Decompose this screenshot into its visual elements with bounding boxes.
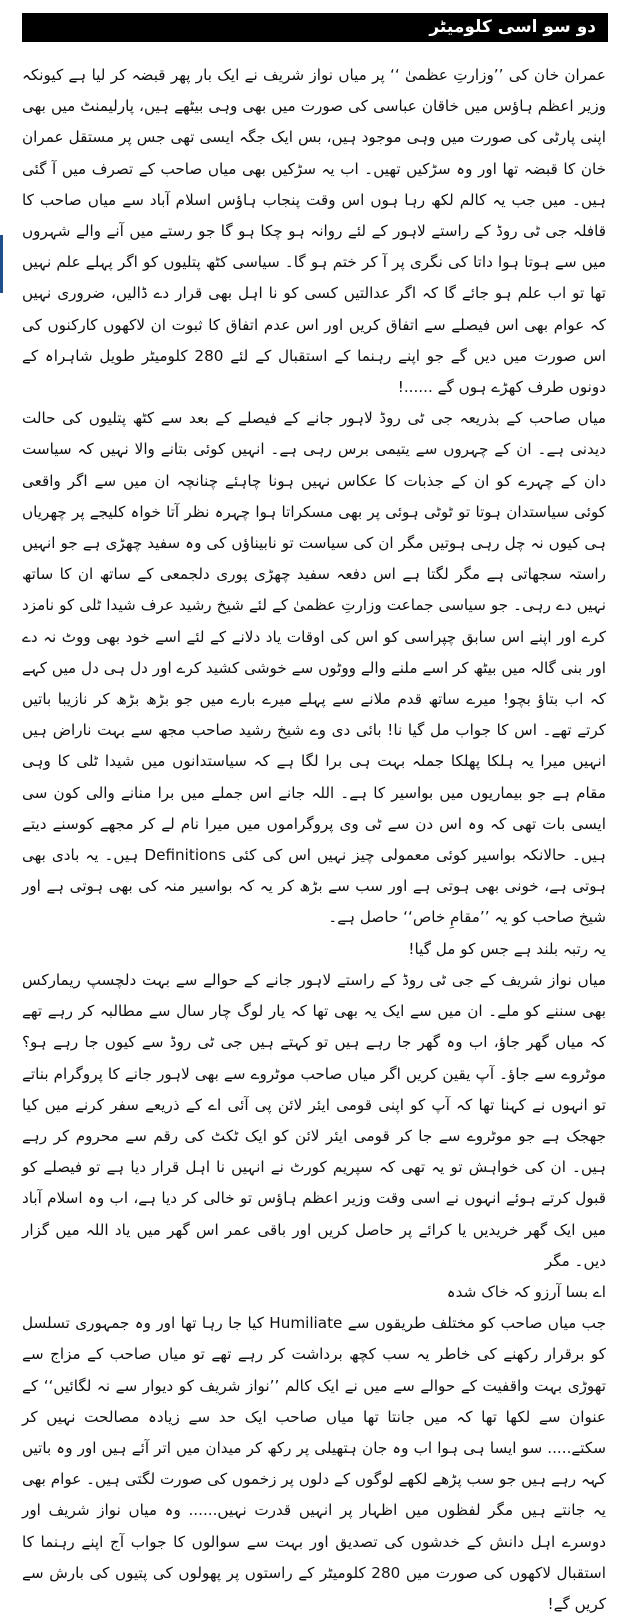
column-title: دو سو اسی کلومیٹر [22, 13, 608, 42]
article-body [22, 60, 606, 1620]
left-edge-marker [0, 235, 3, 293]
paragraph-3: میاں نواز شریف کے جی ٹی روڈ کے راستے لاہور جانے کے حوالے سے بہت دلچسپ ریمارکس بھی سننے کو ملے۔ ان میں سے ایک یہ بھی تھا کہ یار لوگ چار سال سے مطالبہ کر رہے تھے کہ میاں گھر جاؤ، اب وہ گھر جا رہے ہیں تو کہتے ہیں جی ٹی روڈ سے کیوں جا رہے ہو؟ موٹروے سے جاؤ۔ آپ یقین کریں اگر میاں صاحب موٹروے سے بھی لاہور جانے کا پروگرام بناتے تو انہوں نے کہنا تھا کہ آپ کو اپنی قومی ایئر لائن پی آئی اے کے ذریعے سفر کرنے میں کیا جھجک ہے جو موٹروے سے جا کر قومی ایئر لائن کو ایک ٹکٹ کی رقم سے محروم کر رہے ہیں۔ ان کی خواہش تو یہ تھی کہ سپریم کورٹ نے انہیں نا اہل قرار دیا ہے تو فیصلے کو قبول کرتے ہوئے انہوں نے اسی وقت وزیر اعظم ہاؤس تو خالی کر دیا ہے، اب وہ اسلام آباد میں ایک گھر خریدیں یا کرائے پر حاصل کریں اور باقی عمر اس گھر میں یاد اللہ میں گزار دیں۔ مگر [22, 970, 606, 1270]
paragraph-4: جب میاں صاحب کو مختلف طریقوں سے Humiliate کیا جا رہا تھا اور وہ جمہوری تسلسل کو برقرار رکھنے کی خاطر یہ سب کچھ برداشت کر رہے تھے تو میاں صاحب کے مزاج سے تھوڑی بہت واقفیت کے حوالے سے میں نے ایک کالم ’’نواز شریف کو دیوار سے نہ لگائیں‘‘ کے عنوان سے لکھا تھا کہ میں جانتا تھا میاں صاحب ایک حد سے زیادہ مصالحت نہیں کر سکتے..... سو ایسا ہی ہوا اب وہ جان ہتھیلی پر رکھ کر میدان میں اتر آئے ہیں اور وہ باتیں کہہ رہے ہیں جو سب پڑھے لکھے لوگوں کے دلوں پر زخموں کی صورت لگتی ہیں۔ عوام بھی یہ جانتے ہیں مگر لفظوں میں اظہار پر انہیں قدرت نہیں...... وہ میاں نواز شریف اور دوسرے اہل دانش کے خدشوں کی تصدیق اور بہت سے سوالوں کا جواب آج اپنے رہنما کا استقبال لاکھوں کی صورت میں 280 کلومیٹر کے راستوں پر پھولوں کی پتیوں کی بارش سے کریں گے! [22, 1314, 607, 1613]
paragraph-2: میاں صاحب کے بذریعہ جی ٹی روڈ لاہور جانے کے فیصلے کے بعد سے کٹھ پتلیوں کی حالت دیدنی ہے۔ ان کے چہروں سے یتیمی برس رہی ہے۔ انہیں کوئی بتانے والا نہیں کہ سیاست دان کے چہرے کو ان کے جذبات کا عکاس نہیں ہونا چاہئے چنانچہ ان میں سے اگر واقعی کوئی سیاستدان ہوتا تو ٹوٹی ہوئی پر بھی مسکراتا ہوا چہرہ نظر آتا خواہ کلیجے پر چھریاں ہی کیوں نہ چل رہی ہوتیں مگر ان کی سیاست تو نابیناؤں کی وہ سفید چھڑی ہے جو انہیں راستہ سجھاتی ہے مگر لگتا ہے اس دفعہ سفید چھڑی پوری دلجمعی کے ساتھ ان کا ساتھ نہیں دے رہی۔ جو سیاسی جماعت وزارتِ عظمیٰ کے لئے شیخ رشید عرف شیدا ٹلی کو نامزد کرے اور اپنے اس سابق چپراسی کو اس کی اوقات یاد دلانے کے لئے اسے خود بھی ووٹ نہ دے اور بنی گالہ میں بیٹھ کر اسے ملنے والے ووٹوں سے خوشی کشید کرے اور دل ہی دل میں کہے کہ اب بتاؤ بچو! میرے ساتھ قدم ملانے سے پہلے میرے بارے میں جو بڑھ بڑھ کر نازیبا باتیں کرتے تھے۔ اس کا جواب مل گیا نا! بائی دی وے شیخ رشید صاحب مجھ سے بہت ناراض ہیں انہیں میرا یہ ہلکا پھلکا جملہ بہت ہی برا لگا ہے کہ سیاستدانوں میں شیدا ٹلی کا وہی مقام ہے جو بیماریوں میں بواسیر کا ہے۔ اللہ جانے اس جملے میں برا منانے والی کون سی ایسی بات تھی کہ وہ اس دن سے ٹی وی پروگراموں میں میرا نام لے کر مجھے کوسنے دیتے ہیں۔ حالانکہ بواسیر کوئی معمولی چیز نہیں اس کی کئی Definitions ہیں۔ یہ بادی بھی ہوتی ہے، خونی بھی ہوتی ہے اور سب سے بڑھ کر یہ کہ بواسیر منہ کی بھی ہوتی ہے اور شیخ صاحب کو یہ ’’مقامِ خاص‘‘ حاصل ہے۔ [22, 409, 606, 927]
paragraph-1: عمران خان کی ’’وزارتِ عظمیٰ ‘‘ پر میاں نواز شریف نے ایک بار پھر قبضہ کر لیا ہے کیونکہ وزیر اعظم ہاؤس میں خاقان عباسی کی صورت میں بھی وہی بیٹھے ہیں، پارلیمنٹ میں بھی اپنی پارٹی کی صورت میں وہی موجود ہیں، بس ایک جگہ ایسی تھی جس پر مستقل عمران خان کا قبضہ تھا اور وہ سڑکیں تھیں۔ اب یہ سڑکیں بھی میاں صاحب کے تصرف میں آ گئی ہیں۔ میں جب یہ کالم لکھ رہا ہوں اس وقت پنجاب ہاؤس اسلام آباد سے میاں صاحب کا قافلہ جی ٹی روڈ کے راستے لاہور کے لئے روانہ ہو چکا ہو گا جو رستے میں آنے والے شہروں میں سے ہوتا ہوا داتا کی نگری پر آ کر ختم ہو گا۔ سیاسی کٹھ پتلیوں کو اگر پہلے علم نہیں تھا تو اب علم ہو جائے گا کہ اگر عدالتیں کسی کو نا اہل بھی قرار دے ڈالیں، ضروری نہیں کہ عوام بھی اس فیصلے سے اتفاق کریں اور اس عدم اتفاق کا ثبوت ان لاکھوں کارکنوں کی اس صورت میں دیں گے جو اپنے رہنما کے استقبال کے لئے 280 کلومیٹر طویل شاہراہ کے دونوں طرف کھڑے ہوں گے ......! [22, 66, 606, 397]
verse-line-2: اے بسا آرزو کہ خاک شدہ [446, 1282, 606, 1301]
verse-line-1: یہ رتبہ بلند ہے جس کو مل گیا! [408, 939, 606, 958]
